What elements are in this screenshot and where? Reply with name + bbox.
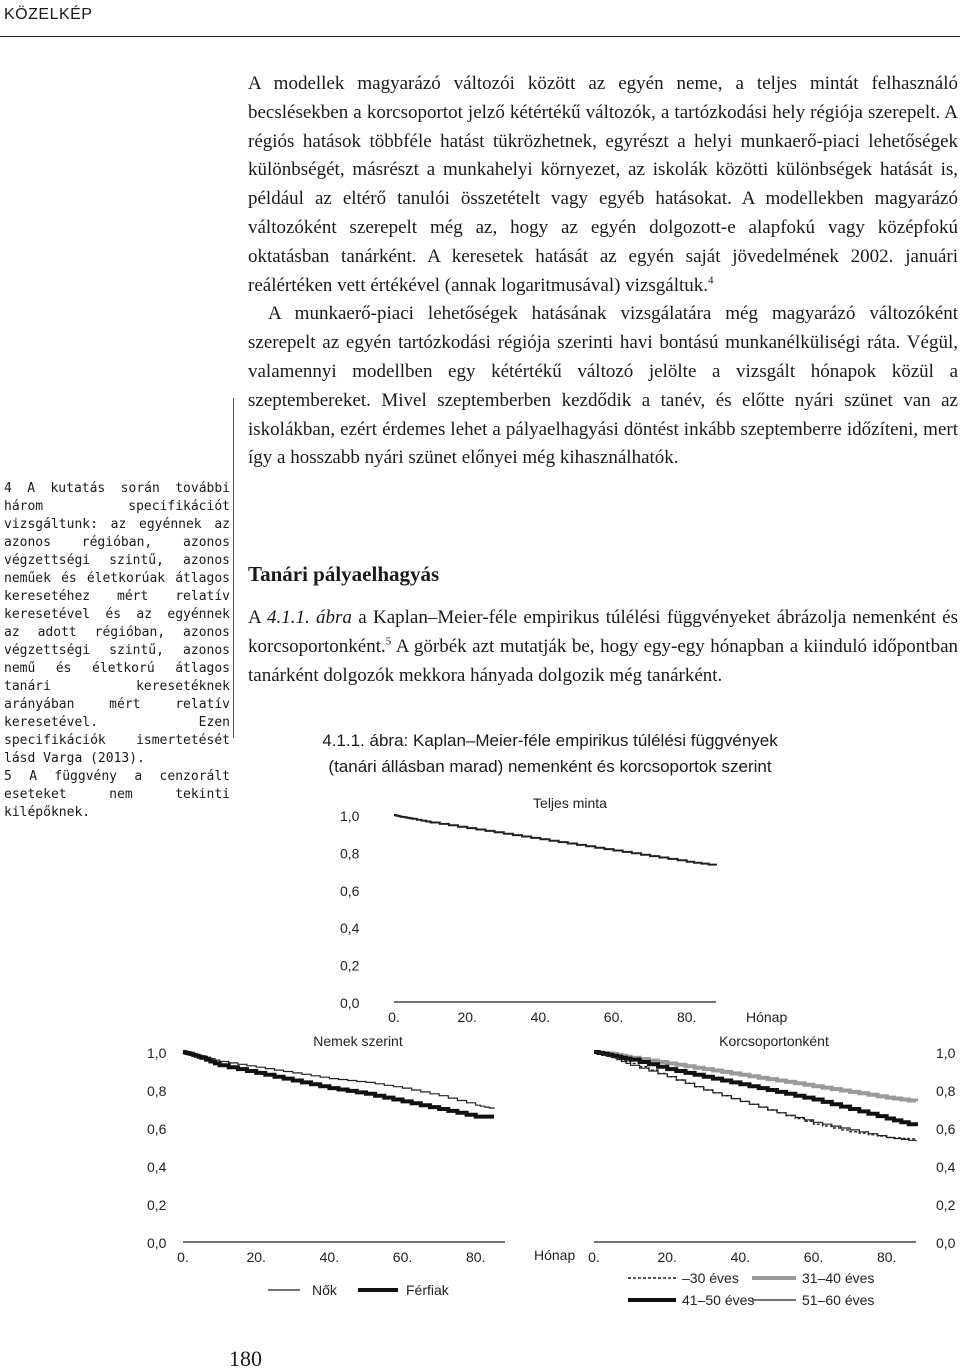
footnote-5: 5 A függvény a cenzorált eseteket nem tekinti kilépőknek. bbox=[4, 769, 230, 820]
x-tick-label: 60. bbox=[392, 1249, 413, 1265]
series-line-1-1 bbox=[183, 1052, 494, 1117]
legend-label: 41–50 éves bbox=[682, 1292, 755, 1308]
y-tick-label: 0,2 bbox=[340, 957, 360, 974]
figure-title-line-1: 4.1.1. ábra: Kaplan–Meier-féle empirikus túlélési függvények bbox=[322, 731, 778, 750]
chart-title: Korcsoportonként bbox=[719, 1033, 829, 1049]
x-tick-label: 80. bbox=[676, 1009, 697, 1025]
legend-label: 51–60 éves bbox=[802, 1292, 875, 1308]
paragraph-2: A munkaerő-piaci lehetőségek hatásának vizsgálatára még magyarázó változóként szerepelt az egyén tartózkodási régiója szerinti havi bontású munkanélküliségi ráta. Végül, valamennyi modellben egy kétértékű változó jelölte a vizsgált hónapok közül a szeptembereket. Mivel szeptemberben kezdődik a tanév, és előtte nyári szünet van az iskolákban, ezért érdemes lehet a pályaelhagyási döntést inkább szeptemberre időzíteni, mert így a hosszabb nyári szünet előnyei még kihasználhatók. bbox=[248, 303, 958, 469]
footnote-4: 4 A kutatás során további három specifikációt vizsgáltunk: az egyénnek az azonos régióban, azonos végzettségi szintű, azonos neműek és életkorúak átlagos keresetéhez mért relatív keresetével és az egyénnek az adott régióban, azonos végzettségi szintű, azonos nemű és életkorú átlagos tanári keresetéknek arányában mért relatív keresetével. Ezen specifikációk ismertetését lásd Varga (2013). bbox=[4, 481, 230, 766]
page-number: 180 bbox=[229, 1346, 262, 1371]
x-tick-label: 20. bbox=[457, 1009, 477, 1025]
figure-reference[interactable]: 4.1.1. ábra bbox=[266, 607, 352, 628]
y-tick-label: 0,6 bbox=[936, 1121, 956, 1137]
series-line-1-0 bbox=[183, 1052, 494, 1109]
x-tick-label: 80. bbox=[465, 1249, 486, 1265]
legend-label: –30 éves bbox=[682, 1270, 739, 1286]
y-tick-label: 1,0 bbox=[340, 808, 360, 824]
x-tick-label: 20. bbox=[246, 1249, 266, 1265]
section-heading: Tanári pályaelhagyás bbox=[248, 562, 440, 586]
x-axis-label: Hónap bbox=[746, 1009, 788, 1025]
y-tick-label: 0,0 bbox=[936, 1235, 956, 1251]
y-tick-label: 0,8 bbox=[936, 1083, 956, 1099]
y-tick-label: 0,6 bbox=[340, 882, 360, 899]
x-axis-label: Hónap bbox=[534, 1247, 576, 1263]
x-tick-label: 40. bbox=[530, 1009, 551, 1025]
y-tick-label: 0,8 bbox=[340, 845, 360, 862]
y-tick-label: 0,0 bbox=[147, 1235, 167, 1251]
x-tick-label: 80. bbox=[876, 1249, 897, 1265]
footnote-ref-5[interactable]: 5 bbox=[385, 635, 392, 648]
chart-title: Teljes minta bbox=[533, 795, 607, 811]
y-tick-label: 0,8 bbox=[147, 1083, 167, 1099]
x-tick-label: 60. bbox=[803, 1249, 824, 1265]
x-tick-label: 40. bbox=[319, 1249, 340, 1265]
x-tick-label: 40. bbox=[730, 1249, 751, 1265]
section-label: KÖZELKÉP bbox=[4, 6, 93, 23]
y-tick-label: 0,4 bbox=[936, 1159, 956, 1175]
legend-label: Férfiak bbox=[406, 1282, 449, 1298]
x-tick-label: 20. bbox=[657, 1249, 677, 1265]
figure-title-line-2: (tanári állásban marad) nemenként és korcsoportok szerint bbox=[328, 757, 772, 776]
y-tick-label: 0,6 bbox=[147, 1121, 167, 1137]
y-tick-label: 0,2 bbox=[147, 1197, 167, 1213]
x-tick-label: 60. bbox=[603, 1009, 624, 1025]
y-tick-label: 0,4 bbox=[340, 920, 360, 937]
x-tick-label: 0. bbox=[388, 1009, 400, 1025]
paragraph-3: A 4.1.1. ábra a Kaplan–Meier-féle empirikus túlélési függvényeket ábrázolja nemenként és korcsoportonként.$^5$ A görbék azt mutatják be, hogy egy-egy hónapban a kiinduló időpontban tanárként dolgozók mekkora hányada dolgozik még tanárként. bbox=[248, 607, 958, 686]
footnote-ref-4[interactable]: 4 bbox=[708, 274, 714, 287]
legend-label: 31–40 éves bbox=[802, 1270, 875, 1286]
series-line-0-0 bbox=[394, 815, 716, 866]
x-tick-label: 0. bbox=[588, 1249, 600, 1265]
y-tick-label: 1,0 bbox=[936, 1045, 956, 1061]
series-line-2-2 bbox=[594, 1052, 916, 1126]
chart-title: Nemek szerint bbox=[313, 1033, 403, 1049]
x-tick-label: 0. bbox=[177, 1249, 189, 1265]
y-tick-label: 1,0 bbox=[147, 1045, 167, 1061]
paragraph-1: A modellek magyarázó változói között az egyén neme, a teljes mintát felhasználó becslésekben a korcsoportot jelző kétértékű változók, a tartózkodási hely régiója szerepelt. A régiós hatások többféle hatást tükrözhetnek, egyrészt a helyi munkaerő-piaci lehetőségek különbségét, másrészt a munkahelyi környezet, az iskolák közötti különbségek hatását is, például az eltérő tanulói összetételt vagy egyéb hatásokat. A modellekben magyarázó változóként szerepelt még az, hogy az egyén dolgozott-e alapfokú vagy középfokú oktatásban tanárként. A keresetek hatását az egyén saját jövedelmének 2002. januári reálértéken vett értékével (annak logaritmusával) vizsgáltuk.$^4$ bbox=[248, 73, 958, 296]
y-tick-label: 0,2 bbox=[936, 1197, 956, 1213]
y-tick-label: 0,0 bbox=[340, 995, 360, 1011]
series-line-2-1 bbox=[594, 1052, 916, 1101]
y-tick-label: 0,4 bbox=[147, 1159, 167, 1175]
legend-label: Nők bbox=[312, 1282, 337, 1298]
